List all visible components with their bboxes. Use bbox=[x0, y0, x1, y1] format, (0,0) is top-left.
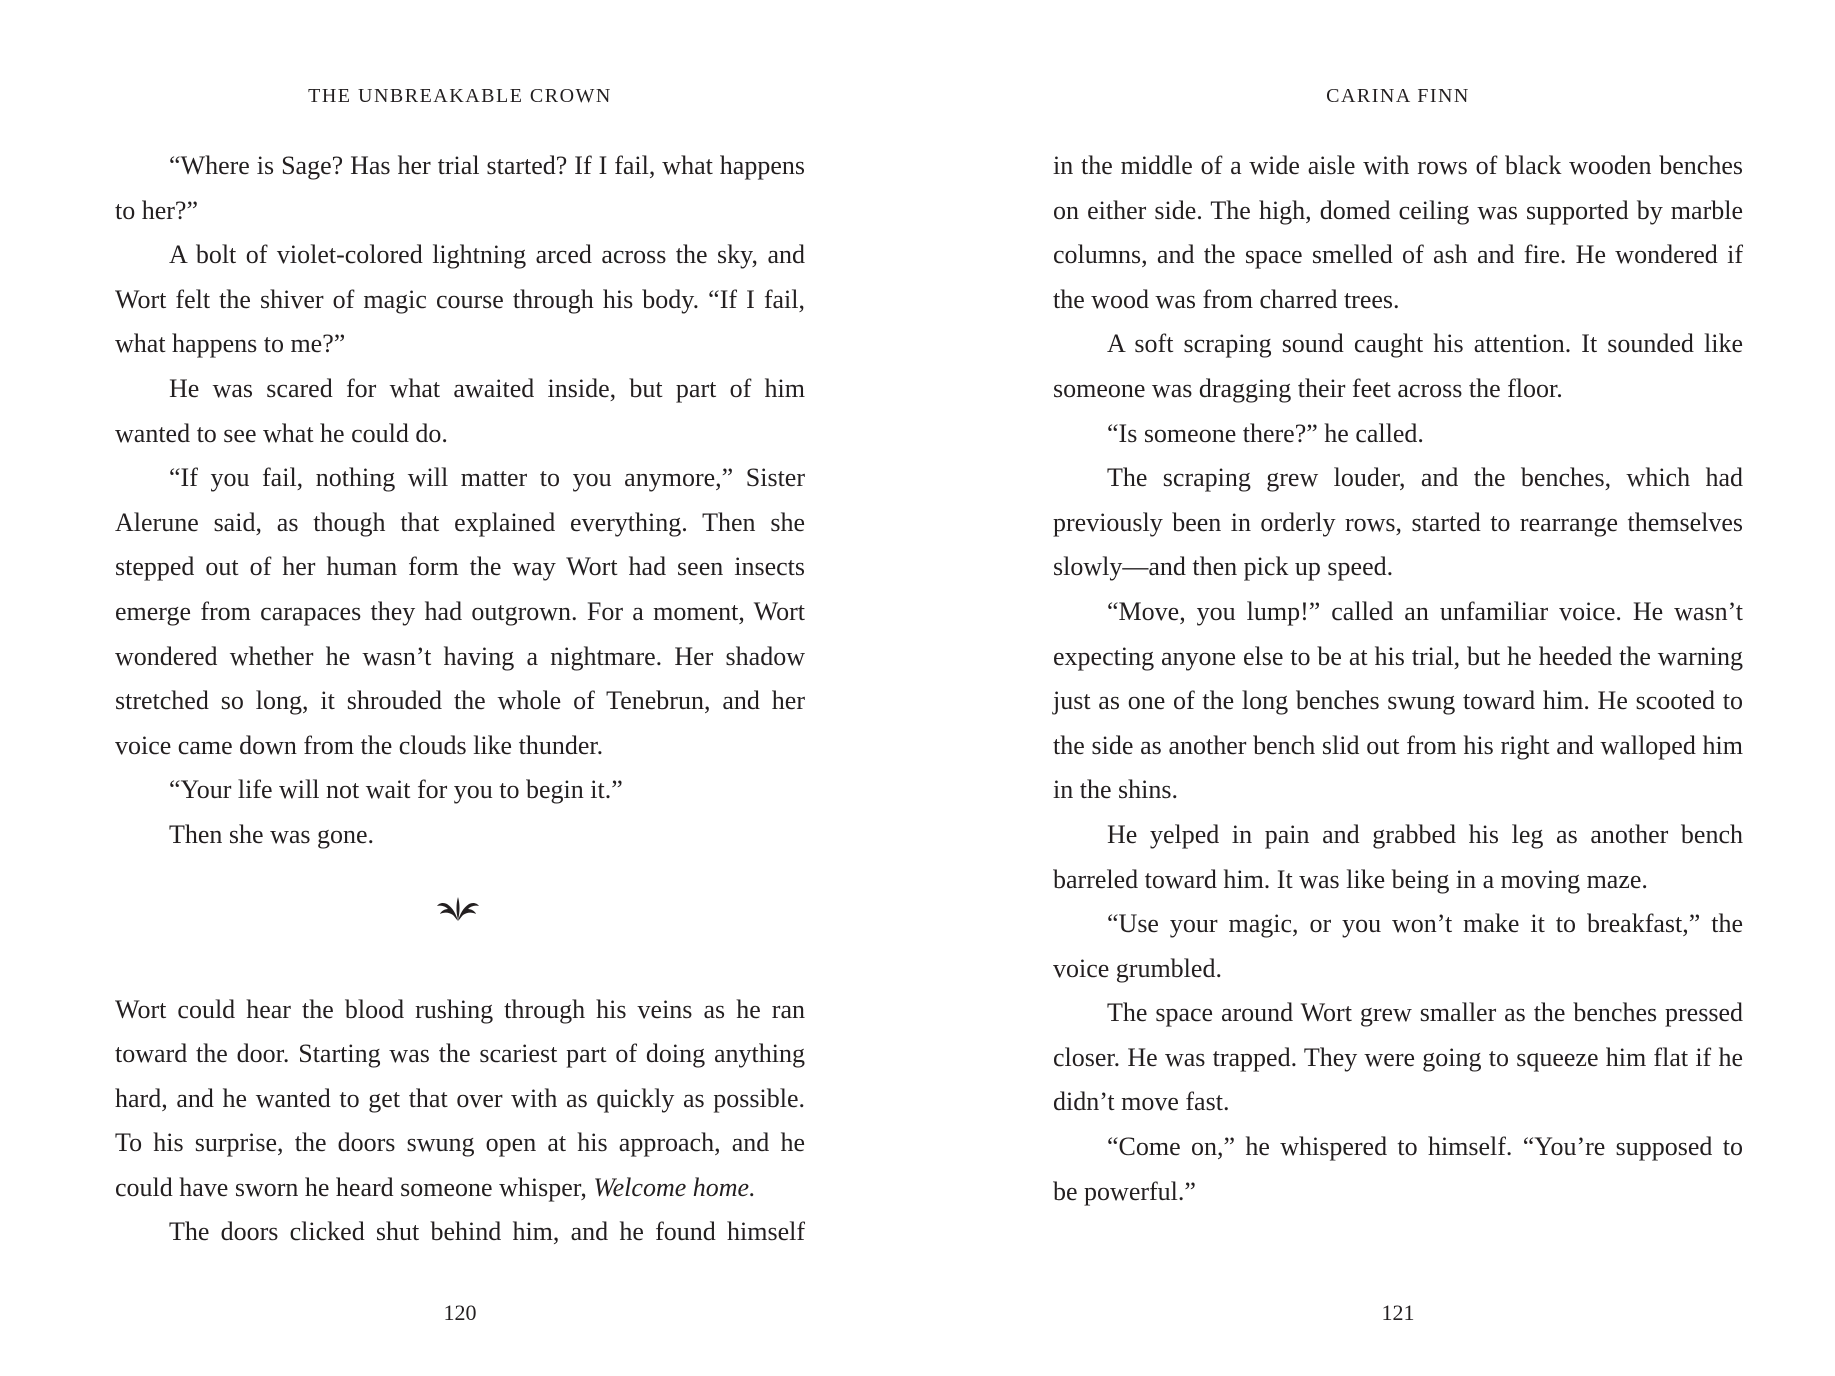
paragraph: A bolt of violet-colored lightning arced across the sky, and Wort felt the shiver of magic course through his body. “If I fail, what happens to me?” bbox=[115, 240, 805, 359]
paragraph: The scraping grew louder, and the benches, which had previously been in orderly rows, started to rearrange themselves slowly—and then pick up speed. bbox=[1053, 463, 1743, 582]
paragraph: “Use your magic, or you won’t make it to breakfast,” the voice grumbled. bbox=[1053, 909, 1743, 983]
paragraph-text: Wort could hear the blood rushing through his veins as he ran toward the door. Starting was the scariest part of doing anything hard, and he wanted to get that over with as quickly as possible. To his surprise, the doors swung open at his approach, and he could have sworn he heard someone whisper, bbox=[115, 994, 805, 1202]
right-page bbox=[1053, 0, 1743, 1376]
running-head-right: CARINA FINN bbox=[1326, 85, 1470, 107]
section-break bbox=[115, 858, 805, 988]
paragraph: “Come on,” he whispered to himself. “You’re supposed to be powerful.” bbox=[1053, 1132, 1743, 1206]
running-head-left: THE UNBREAKABLE CROWN bbox=[308, 85, 612, 107]
paragraph: He yelped in pain and grabbed his leg as another bench barreled toward him. It was like being in a moving maze. bbox=[1053, 819, 1743, 894]
left-page bbox=[115, 0, 805, 1376]
left-text-block bbox=[115, 144, 805, 1255]
paragraph-continued: in the middle of a wide aisle with rows of black wooden benches on either side. The high, domed ceiling was supported by marble columns, and the space smelled of ash and fire. He wondered if the wood was from charred trees. bbox=[1053, 151, 1743, 314]
paragraph: “Where is Sage? Has her trial started? If I fail, what happens to her?” bbox=[115, 151, 805, 225]
paragraph: “Move, you lump!” called an unfamiliar voice. He wasn’t expecting anyone else to be at his trial, but he heeded the warning just as one of the long benches swung toward him. He scooted to the side as another bench slid out from his right and walloped him in the shins. bbox=[1053, 596, 1743, 805]
paragraph: He was scared for what awaited inside, but part of him wanted to see what he could do. bbox=[115, 373, 805, 448]
paragraph: Then she was gone. bbox=[169, 819, 375, 849]
paragraph: “If you fail, nothing will matter to you anymore,” Sister Alerune said, as though that explained everything. Then she stepped out of her human form the way Wort had seen insects emerge from carapaces they had outgrown. For a moment, Wort wondered whether he wasn’t having a nightmare. Her shadow stretched so long, it shrouded the whole of Tenebrun, and her voice came down from the clouds like thunder. bbox=[115, 463, 805, 760]
fleuron-ornament-icon bbox=[435, 894, 481, 924]
paragraph: “Your life will not wait for you to begin it.” bbox=[169, 775, 623, 805]
paragraph: A soft scraping sound caught his attention. It sounded like someone was dragging their feet across the floor. bbox=[1053, 329, 1743, 403]
paragraph: “Is someone there?” he called. bbox=[1107, 418, 1424, 448]
paragraph-after-break bbox=[115, 988, 805, 1211]
page-number-right: 121 bbox=[1381, 1300, 1415, 1325]
page-number-left: 120 bbox=[443, 1300, 477, 1325]
paragraph: The doors clicked shut behind him, and he found himself bbox=[169, 1217, 805, 1247]
right-text-block bbox=[1053, 144, 1743, 1214]
italic-phrase: Welcome home. bbox=[593, 1172, 756, 1202]
paragraph: The space around Wort grew smaller as the benches pressed closer. He was trapped. They were going to squeeze him flat if he didn’t move fast. bbox=[1053, 998, 1743, 1117]
